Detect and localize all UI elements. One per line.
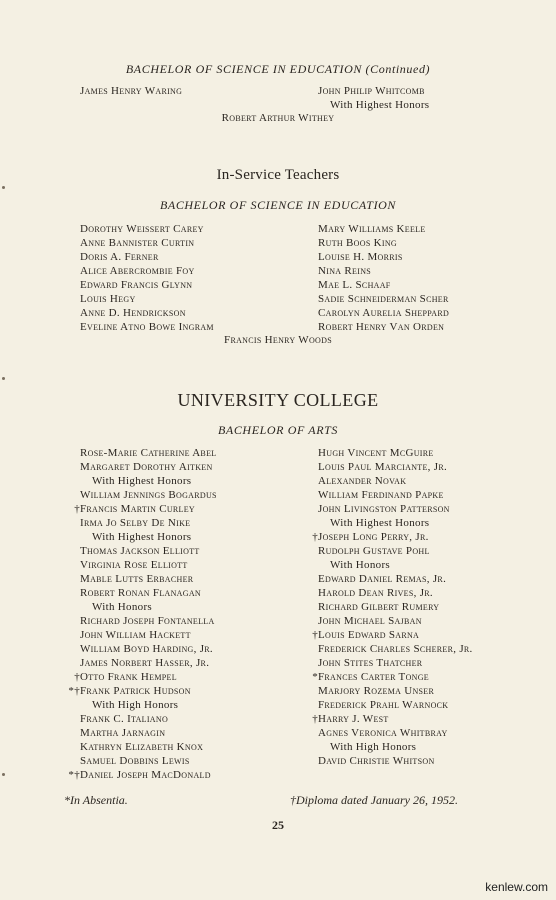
page-number: 25 xyxy=(272,818,284,832)
name-text: Marjory Rozema Unser xyxy=(318,685,435,697)
name-text: Harold Dean Rives, Jr. xyxy=(318,587,433,599)
honors-note xyxy=(80,698,217,712)
footnote-marker: † xyxy=(74,671,80,683)
graduate-name xyxy=(318,726,473,740)
college-degree-heading: BACHELOR OF ARTS xyxy=(217,423,339,437)
graduate-name xyxy=(80,558,217,572)
graduate-name xyxy=(318,502,473,516)
name-text: Irma Jo Selby De Nike xyxy=(80,517,191,529)
honors-note xyxy=(80,600,217,614)
name-text: John Livingston Patterson xyxy=(318,503,450,515)
graduate-name: Robert Henry Van Orden xyxy=(318,321,445,333)
graduate-name xyxy=(68,768,217,782)
graduate-name: Carolyn Aurelia Sheppard xyxy=(318,307,450,319)
inservice-center-name: Francis Henry Woods xyxy=(224,334,332,346)
name-text: Virginia Rose Elliott xyxy=(80,559,188,571)
footnote-marker: *† xyxy=(68,685,80,697)
graduate-name xyxy=(318,656,473,670)
graduate-name: Anne D. Hendrickson xyxy=(80,307,186,319)
name-text: Rudolph Gustave Pohl xyxy=(318,545,430,557)
graduate-name xyxy=(318,684,473,698)
honors-note: With Highest Honors xyxy=(330,99,430,111)
graduate-name: Sadie Schneiderman Scher xyxy=(318,293,449,305)
name-text: John Michael Sajban xyxy=(318,615,422,627)
inservice-left-column xyxy=(80,222,214,334)
name-text: Otto Frank Hempel xyxy=(80,671,177,683)
honors-note xyxy=(318,558,473,572)
graduate-name xyxy=(318,614,473,628)
name-text: Louis Edward Sarna xyxy=(318,629,420,641)
name-text: Kathryn Elizabeth Knox xyxy=(80,741,204,753)
inservice-right-column xyxy=(318,222,449,334)
graduate-name xyxy=(74,670,217,684)
name-text: Frederick Prahl Warnock xyxy=(318,699,449,711)
graduate-name xyxy=(318,586,473,600)
footnote-marker: *† xyxy=(68,769,80,781)
graduate-name xyxy=(318,600,473,614)
name-text: Edward Daniel Remas, Jr. xyxy=(318,573,447,585)
graduate-name xyxy=(312,628,473,642)
honors-note xyxy=(80,530,217,544)
name-text: With Highest Honors xyxy=(92,531,192,543)
university-college-title: UNIVERSITY COLLEGE xyxy=(177,390,379,410)
name-text: John William Hackett xyxy=(80,629,191,641)
graduate-name xyxy=(318,754,473,768)
name-text: With Honors xyxy=(92,601,152,613)
graduate-name xyxy=(80,740,217,754)
graduate-name xyxy=(312,670,473,684)
name-text: Samuel Dobbins Lewis xyxy=(80,755,190,767)
graduate-name xyxy=(80,726,217,740)
name-text: With Highest Honors xyxy=(330,517,430,529)
graduate-name xyxy=(318,572,473,586)
name-text: Frank C. Italiano xyxy=(80,713,169,725)
name-text: Frederick Charles Scherer, Jr. xyxy=(318,643,473,655)
continued-right-column xyxy=(318,84,429,112)
name-text: Frank Patrick Hudson xyxy=(80,685,191,697)
graduate-name xyxy=(80,446,217,460)
name-text: Thomas Jackson Elliott xyxy=(80,545,200,557)
footnote-in-absentia: *In Absentia. xyxy=(64,793,128,807)
name-text: Richard Gilbert Rumery xyxy=(318,601,440,613)
graduate-name xyxy=(68,684,217,698)
scan-edge-mark xyxy=(2,186,5,189)
continued-degree-heading: BACHELOR OF SCIENCE IN EDUCATION (Continued) xyxy=(125,62,431,76)
name-text: With Highest Honors xyxy=(92,475,192,487)
graduate-name xyxy=(80,488,217,502)
graduate-name xyxy=(80,628,217,642)
scan-edge-mark xyxy=(2,377,5,380)
graduate-name xyxy=(80,712,217,726)
name-text: Joseph Long Perry, Jr. xyxy=(318,531,429,543)
footnote-marker: † xyxy=(312,713,318,725)
graduate-name xyxy=(80,460,217,474)
graduate-name xyxy=(80,516,217,530)
graduate-name xyxy=(80,642,217,656)
name-text: James Norbert Hasser, Jr. xyxy=(80,657,210,669)
graduate-name xyxy=(318,642,473,656)
graduate-name: Mary Williams Keele xyxy=(318,223,426,235)
graduate-name xyxy=(318,698,473,712)
continued-center-name: Robert Arthur Withey xyxy=(221,112,335,124)
graduate-name xyxy=(74,502,217,516)
name-text: Hugh Vincent McGuire xyxy=(318,447,434,459)
name-text: Agnes Veronica Whitbray xyxy=(318,727,448,739)
graduate-name: Edward Francis Glynn xyxy=(80,279,193,291)
watermark: kenlew.com xyxy=(485,880,548,894)
name-text: With Honors xyxy=(330,559,390,571)
honors-note xyxy=(318,516,473,530)
name-text: Richard Joseph Fontanella xyxy=(80,615,215,627)
name-text: Alexander Novak xyxy=(318,475,407,487)
inservice-degree-heading: BACHELOR OF SCIENCE IN EDUCATION xyxy=(159,198,397,212)
graduate-name: Louis Hegy xyxy=(80,293,136,305)
graduate-name: Louise H. Morris xyxy=(318,251,403,263)
graduate-name: James Henry Waring xyxy=(80,85,183,97)
graduate-name xyxy=(318,460,473,474)
college-right-column xyxy=(312,446,473,768)
footnote-marker: † xyxy=(74,503,80,515)
name-text: Louis Paul Marciante, Jr. xyxy=(318,461,448,473)
graduate-name xyxy=(318,544,473,558)
continued-left-column xyxy=(80,84,182,98)
footnote-marker: * xyxy=(312,671,318,683)
name-text: With High Honors xyxy=(92,699,179,711)
name-text: John Stites Thatcher xyxy=(318,657,423,669)
graduate-name: Doris A. Ferner xyxy=(80,251,159,263)
graduate-name xyxy=(80,586,217,600)
graduate-name xyxy=(318,446,473,460)
graduate-name xyxy=(80,544,217,558)
footnote-marker: † xyxy=(312,629,318,641)
honors-note xyxy=(318,740,473,754)
name-text: David Christie Whitson xyxy=(318,755,435,767)
inservice-section-title: In-Service Teachers xyxy=(216,167,340,183)
graduate-name: Nina Reins xyxy=(318,265,372,277)
graduate-name xyxy=(318,474,473,488)
scan-edge-mark xyxy=(2,773,5,776)
footnote-diploma-date: †Diploma dated January 26, 1952. xyxy=(290,793,458,807)
graduate-name: Anne Bannister Curtin xyxy=(80,237,195,249)
honors-note xyxy=(80,474,217,488)
name-text: Margaret Dorothy Aitken xyxy=(80,461,213,473)
name-text: Robert Ronan Flanagan xyxy=(80,587,201,599)
name-text: Frances Carter Tonge xyxy=(318,671,429,683)
name-text: With High Honors xyxy=(330,741,417,753)
name-text: Daniel Joseph MacDonald xyxy=(80,769,211,781)
graduate-name: Eveline Atno Bowe Ingram xyxy=(80,321,214,333)
graduate-name: Dorothy Weissert Carey xyxy=(80,223,204,235)
graduate-name: Mae L. Schaaf xyxy=(318,279,391,291)
name-text: William Boyd Harding, Jr. xyxy=(80,643,213,655)
graduate-name xyxy=(80,656,217,670)
graduate-name: Ruth Boos King xyxy=(318,237,397,249)
graduate-name xyxy=(80,572,217,586)
graduate-name xyxy=(318,488,473,502)
name-text: Harry J. West xyxy=(318,713,389,725)
graduate-name: Alice Abercrombie Foy xyxy=(80,265,195,277)
name-text: Rose-Marie Catherine Abel xyxy=(80,447,217,459)
graduate-name xyxy=(312,712,473,726)
name-text: Mable Lutts Erbacher xyxy=(80,573,194,585)
college-left-column xyxy=(68,446,217,782)
footnote-marker: † xyxy=(312,531,318,543)
graduate-name: John Philip Whitcomb xyxy=(318,85,425,97)
graduate-name xyxy=(80,614,217,628)
name-text: William Jennings Bogardus xyxy=(80,489,217,501)
name-text: William Ferdinand Papke xyxy=(318,489,444,501)
name-text: Martha Jarnagin xyxy=(80,727,166,739)
name-text: Francis Martin Curley xyxy=(80,503,195,515)
graduate-name xyxy=(312,530,473,544)
graduate-name xyxy=(80,754,217,768)
